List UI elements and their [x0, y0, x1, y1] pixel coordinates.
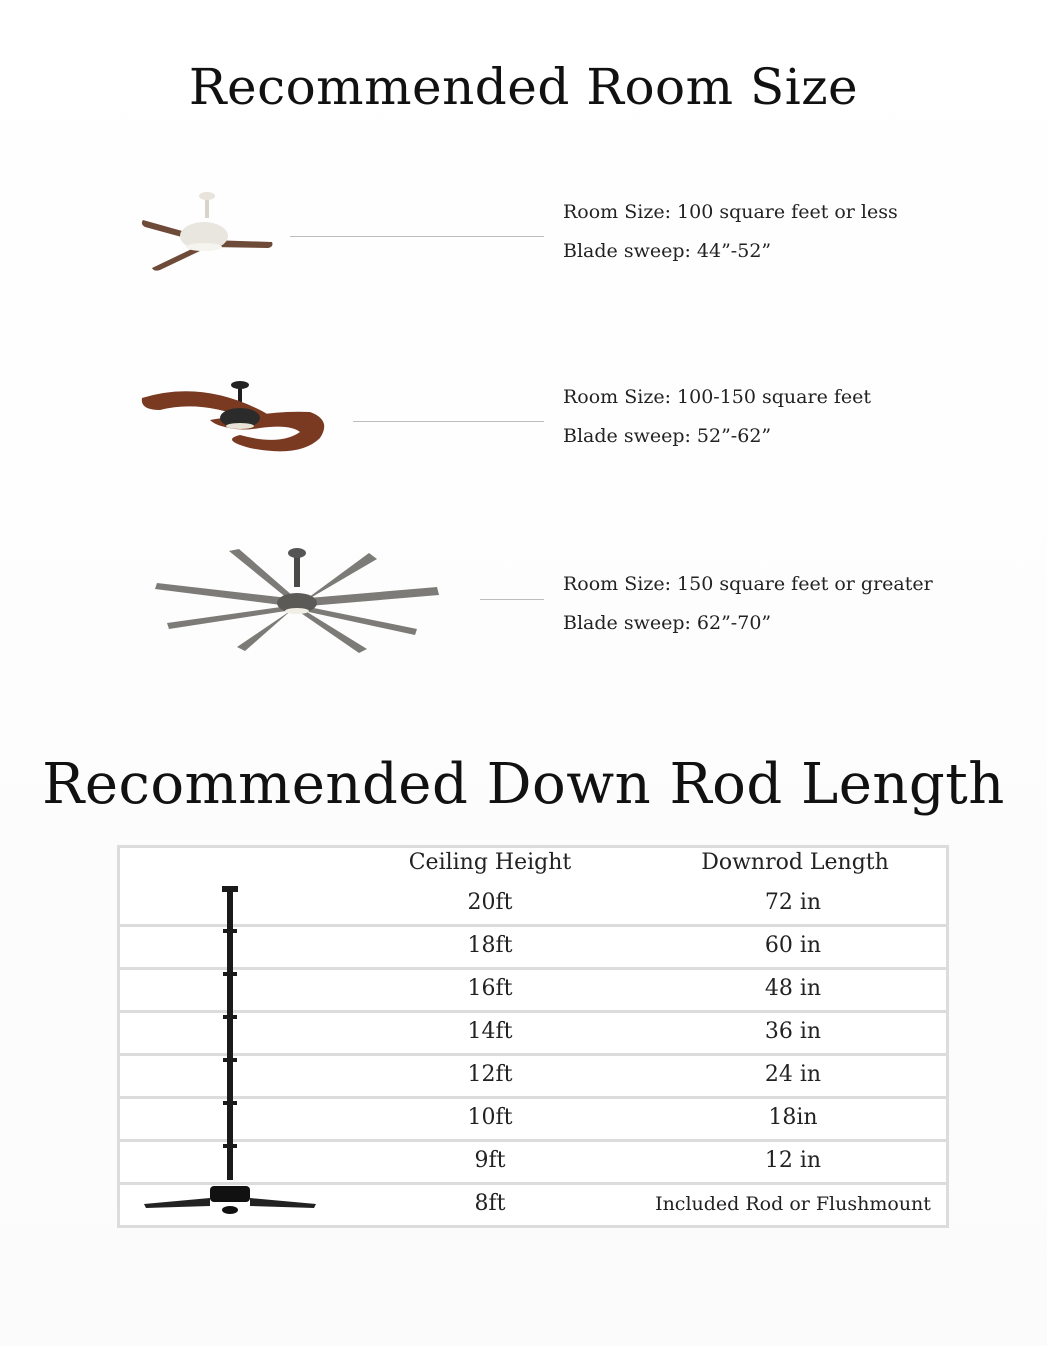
ceiling-height-cell: 20ft: [467, 890, 513, 915]
blade-sweep-text: Blade sweep: 44”-52”: [563, 240, 772, 262]
blade-sweep-text: Blade sweep: 52”-62”: [563, 425, 772, 447]
downrod-length-header: Downrod Length: [701, 850, 889, 875]
eight-blade-fan-image: [150, 547, 445, 655]
downrod-length-cell: 24 in: [764, 1062, 822, 1087]
room-size-text: Room Size: 100 square feet or less: [563, 201, 898, 223]
downrod-length-cell: 12 in: [764, 1148, 822, 1173]
swirl-fan-image: [140, 380, 330, 460]
downrod-diagram-image: [140, 884, 320, 1224]
ceiling-height-cell: 12ft: [467, 1062, 513, 1087]
room-size-text: Room Size: 100-150 square feet: [563, 386, 872, 408]
leader-line: [353, 421, 544, 422]
ceiling-height-cell: 18ft: [467, 933, 513, 958]
downrod-table: [117, 845, 949, 1228]
fan-3-specs: [563, 565, 933, 643]
ceiling-height-cell: 10ft: [467, 1105, 513, 1130]
room-size-text: Room Size: 150 square feet or greater: [563, 573, 933, 595]
downrod-length-cell: 48 in: [764, 976, 822, 1001]
fan-1-specs: [563, 193, 898, 271]
down-rod-title: Recommended Down Rod Length: [42, 752, 1005, 817]
downrod-length-cell: 72 in: [764, 890, 822, 915]
table-header: [120, 848, 946, 884]
room-size-title: Recommended Room Size: [188, 58, 859, 116]
ceiling-height-cell: 9ft: [474, 1148, 506, 1173]
downrod-length-cell: 60 in: [764, 933, 822, 958]
leader-line: [290, 236, 544, 237]
downrod-length-cell: 36 in: [764, 1019, 822, 1044]
ceiling-height-cell: 14ft: [467, 1019, 513, 1044]
blade-sweep-text: Blade sweep: 62”-70”: [563, 612, 772, 634]
small-fan-image: [140, 190, 280, 275]
downrod-length-cell: 18in: [768, 1105, 818, 1130]
leader-line: [480, 599, 544, 600]
ceiling-height-header: Ceiling Height: [408, 850, 572, 875]
ceiling-height-cell: 16ft: [467, 976, 513, 1001]
fan-2-specs: [563, 378, 871, 456]
downrod-length-cell: Included Rod or Flushmount: [655, 1193, 931, 1215]
ceiling-height-cell: 8ft: [474, 1191, 506, 1216]
